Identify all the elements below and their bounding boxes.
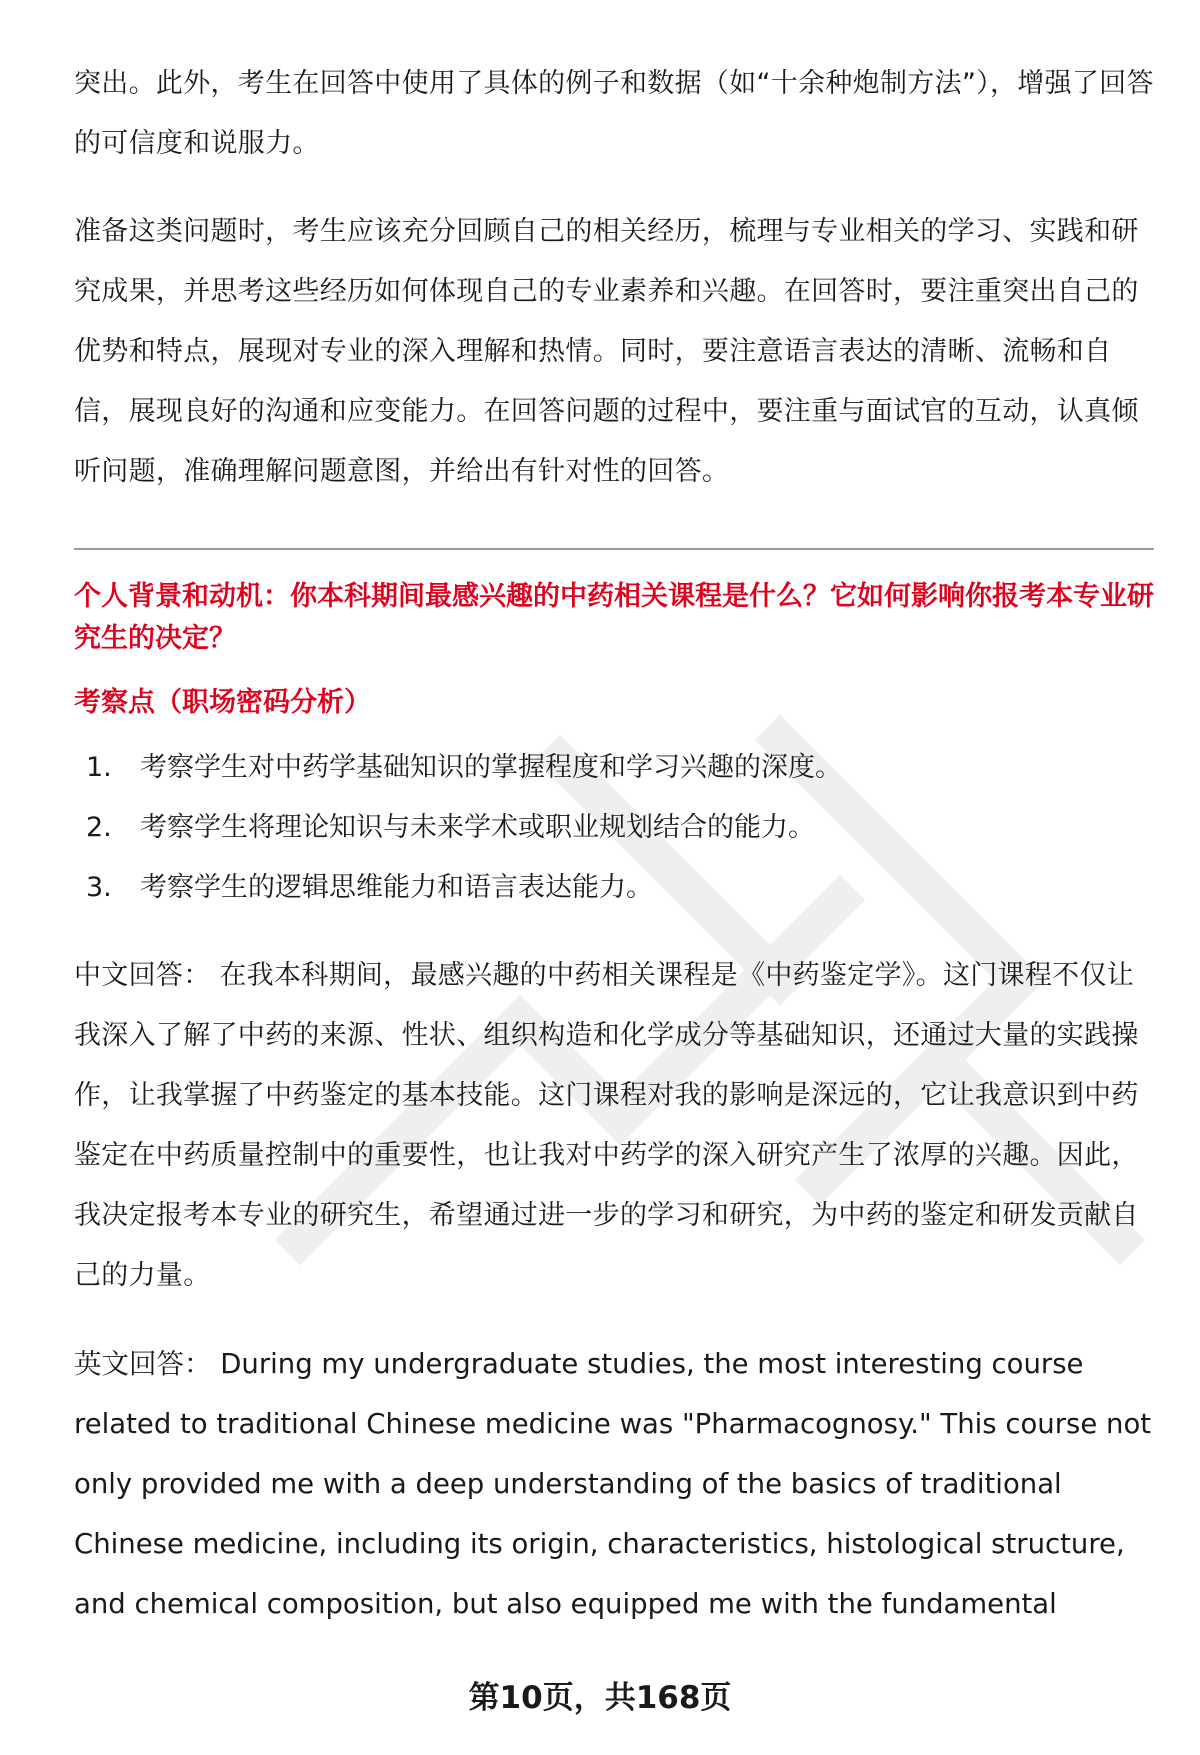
focus-heading: 考察点（职场密码分析）: [74, 687, 371, 718]
document-page: [74, 54, 1154, 1634]
list-number: 3.: [86, 872, 112, 903]
list-item: [74, 798, 1154, 858]
list-text: 考察学生对中药学基础知识的掌握程度和学习兴趣的深度。: [140, 752, 842, 783]
focus-points-list: [74, 738, 1154, 918]
list-text: 考察学生将理论知识与未来学术或职业规划结合的能力。: [140, 812, 815, 843]
page-number-footer: 第10页，共168页: [468, 1680, 732, 1716]
list-item: [74, 858, 1154, 918]
list-number: 2.: [86, 812, 112, 843]
list-item: [74, 738, 1154, 798]
question-title: 个人背景和动机：你本科期间最感兴趣的中药相关课程是什么？它如何影响你报考本专业研究生的决定？: [74, 581, 1154, 654]
paragraph-intro: 突出。此外，考生在回答中使用了具体的例子和数据（如“十余种炮制方法”），增强了回答的可信度和说服力。: [74, 68, 1154, 159]
list-number: 1.: [86, 752, 112, 783]
list-text: 考察学生的逻辑思维能力和语言表达能力。: [140, 872, 653, 903]
english-answer: 英文回答： During my undergraduate studies, the most interesting course related to traditional Chinese medicine was "Pharmacognosy." This course not only provided me with a deep understanding of the basics of traditional Chinese medicine, including its origin, characteristics, histological structure, and chemical composition, but also equipped me with the fundamental: [74, 1348, 1152, 1620]
paragraph-preparation: 准备这类问题时，考生应该充分回顾自己的相关经历，梳理与专业相关的学习、实践和研究成果，并思考这些经历如何体现自己的专业素养和兴趣。在回答时，要注重突出自己的优势和特点，展现对专业的深入理解和热情。同时，要注意语言表达的清晰、流畅和自信，展现良好的沟通和应变能力。在回答问题的过程中，要注重与面试官的互动，认真倾听问题，准确理解问题意图，并给出有针对性的回答。: [74, 216, 1139, 487]
chinese-answer: 中文回答： 在我本科期间，最感兴趣的中药相关课程是《中药鉴定学》。这门课程不仅让我深入了解了中药的来源、性状、组织构造和化学成分等基础知识，还通过大量的实践操作，让我掌握了中药鉴定的基本技能。这门课程对我的影响是深远的，它让我意识到中药鉴定在中药质量控制中的重要性，也让我对中药学的深入研究产生了浓厚的兴趣。因此，我决定报考本专业的研究生，希望通过进一步的学习和研究，为中药的鉴定和研发贡献自己的力量。: [74, 960, 1139, 1291]
section-divider: [74, 548, 1154, 550]
